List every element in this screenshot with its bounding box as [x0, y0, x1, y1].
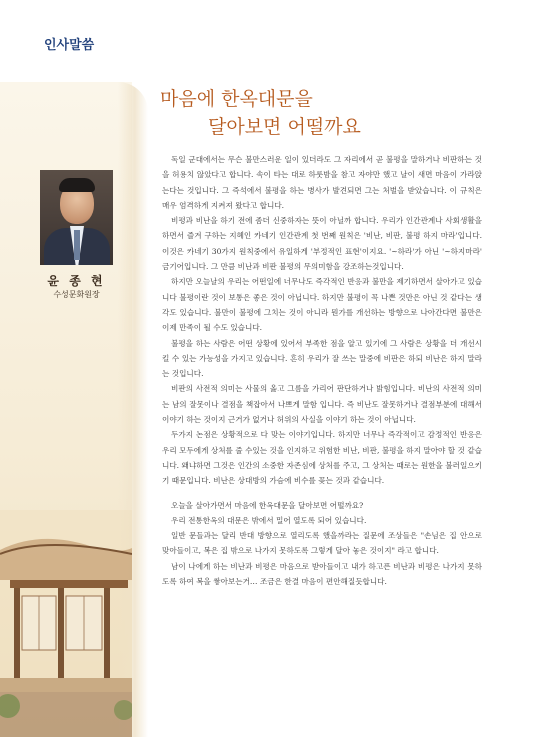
section-label: 인사말씀	[44, 38, 95, 53]
headline-line-2: 달아보면 어떨까요	[208, 116, 361, 138]
author-portrait	[40, 170, 113, 265]
body-text	[162, 152, 482, 589]
paragraph: 남이 나에게 하는 비난과 비평은 마음으로 받아들이고 내가 하고픈 비난과 비평은 나가지 못하도록 하여 복을 쌓아보는거… 조금은 한결 마음이 편안해질듯합니다.	[162, 561, 482, 587]
paragraph: 하지만 오늘날의 우리는 어떤일에 너무나도 즉각적인 반응과 불만을 제기하면서 살아가고 있습니다 불평이란 것이 보통은 좋은 것이 아닙니다. 하지만 불평이 꼭 나쁜 것만은 아닌 것 같다는 생각도 있습니다. 불만이 불평에 그치는 것이 아니라 뭔가를 개선하는 방향으로 나아간다면 불만은 이제 만족이 될 수도 있습니다.	[162, 277, 482, 333]
headline-line-1: 마음에 한옥대문을	[160, 88, 313, 110]
paragraph: 비판의 사전적 의미는 사물의 옳고 그름을 가리어 판단하거나 밝힘입니다. 비난의 사전적 의미는 남의 잘못이나 결점을 책잡아서 나쁘게 말함 입니다. 즉 비난도 잘못하거나 결점부분에 대해서 이야기 하는 것이지 근거가 없거나 허위의 사실을 이야기 하는 것이 아닙니다.	[162, 384, 482, 425]
paragraph: 오늘을 살아가면서 마음에 한옥대문을 달아보면 어떨까요?	[171, 500, 364, 510]
hanok-illustration	[0, 510, 132, 737]
paragraph: 비평과 비난을 하기 전에 좀더 신중하자는 뜻이 아닐까 합니다. 우리가 인간관계나 사회생활을 하면서 즐겨 구하는 지혜인 카네기 인간관계 첫 번째 원칙은 '비난, 비판, 불평 하지 마라'입니다. 이것은 카네기 30가지 원칙중에서 유일하게 '부정적인 표현'이지요. '~하라'가 아닌 '~하지마라' 금기어입니다. 그 만큼 비난과 비판 불평의 무의미함을 강조하는것입니다.	[162, 216, 482, 272]
paragraph: 불평을 하는 사람은 어떤 상황에 있어서 부족한 점을 알고 있기에 그 사람은 상황을 더 개선시킬 수 있는 가능성을 가지고 있습니다. 흔히 우리가 잘 쓰는 말중에 비판은 하되 비난은 하지 말라는 것입니다.	[162, 338, 482, 379]
author-title: 수성문화원장	[53, 290, 100, 299]
portrait-tie	[74, 230, 80, 260]
paragraph: 우리 전통한옥의 대문은 밖에서 밀어 열도록 되어 있습니다.	[171, 515, 367, 525]
portrait-hair	[59, 178, 95, 192]
headline	[160, 85, 520, 141]
paragraph: 독일 군대에서는 무슨 불만스러운 일이 있더라도 그 자리에서 곧 불평을 말하거나 비판하는 것을 허용치 않았다고 합니다. 속이 타는 대로 하룻밤을 참고 자야만 했고 날이 새면 마음이 가라앉는다는 것입니다. 그 즉석에서 불평을 하는 병사가 발견되면 그는 처벌을 받았습니다. 이 규칙은 매우 엄격하게 지켜져 왔다고 합니다.	[162, 155, 482, 210]
author-name: 윤 종 현	[47, 274, 106, 288]
paragraph: 두가지 논점은 상황적으로 다 맞는 이야기입니다. 하지만 너무나 즉각적이고 감정적인 반응은 우리 모두에게 상처를 줄 수있는 것을 인지하고 위험한 비난, 비판, 불평을 하지 말아야 할 것 같습니다. 왜냐하면 그것은 인간의 소중한 자존심에 상처를 주고, 그 상처는 때로는 원한을 불러일으키기 때문입니다. 비난은 상대방의 가슴에 비수를 꽂는 것과 같습니다.	[162, 430, 482, 486]
paragraph: 일반 문들과는 달리 반대 방향으로 열리도록 했을까라는 질문에 조상들은 "손님은 집 안으로 맞아들이고, 복은 집 밖으로 나가지 못하도록 그렇게 달아 놓은 것이지" 라고 합니다.	[162, 531, 482, 556]
